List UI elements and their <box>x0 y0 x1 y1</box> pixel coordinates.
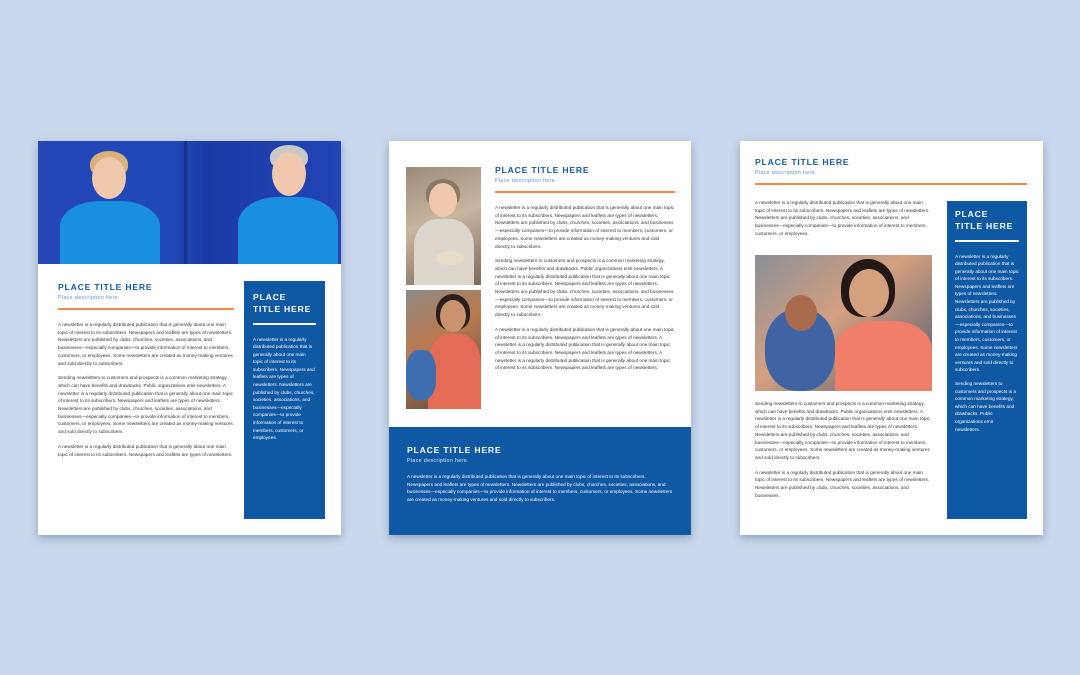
sidebar-rule <box>253 323 316 325</box>
body-paragraph: Sending newsletters to customers and prospects is a common marketing strategy, which can have benefits and drawbacks. Public organizations emit newsletters. A newsletter is a regularly distributed publication that is generally about one main topic of interest to its subscribers. Newspapers and leaflets are types of newsletters. Newsletters are published by clubs, churches, societies, associations, and businesses—especially companies—to provide information of interest to members, customers, or employees. Some newsletters are created as money-making ventures and sold directly to subscribers. <box>58 375 233 435</box>
person-left <box>60 151 160 264</box>
page-title: PLACE TITLE HERE <box>58 282 153 292</box>
page-description: Place description here. <box>755 170 817 176</box>
body-paragraph: A newsletter is a regularly distributed publication that is generally about one main topic of interest to its subscribers. Newspapers and leaflets are types of newsletters. Newsletters are published by clubs, churches, societies, associations, and businesses—especially companies—to provide information of interest to members, customers, or employees. <box>755 200 930 236</box>
person-right <box>238 145 338 264</box>
newsletter-page-1 <box>38 141 341 535</box>
sidebar-text: Sending newsletters to customers and prospects is a common marketing strategy, which can have benefits and drawbacks. Public organizations emit newsletters. <box>955 381 1016 432</box>
backdrop-seam <box>184 141 187 264</box>
body-paragraph: A newsletter is a regularly distributed publication that is generally about one main topic of interest to its subscribers. Newspapers and leaflets are types of newsletters. <box>58 443 233 457</box>
body-paragraph: A newsletter is a regularly distributed publication that is generally about one main topic of interest to its subscribers. Newspapers and leaflets are types of newsletters. Newsletters are published by clubs, churches, societies, associations, and businesses—especially companies—to provide information of interest to members, customers, or employees. Some newsletters are created as money-making ventures and sold directly to subscribers. <box>58 322 233 366</box>
photo-woman-with-child <box>406 290 481 409</box>
body-paragraph: Sending newsletters to customers and prospects is a common marketing strategy, which can have benefits and drawbacks. Public organizations emit newsletters. A newsletter is a regularly distributed publication that is generally about one main topic of interest to its subscribers. Newspapers and leaflets are types of newsletters. Newsletters are published by clubs, churches, societies, associations, and businesses—especially companies—to provide information of interest to members, customers, or employees. Some newsletters are created as money-making ventures and sold directly to subscribers. <box>495 258 674 318</box>
page-description: Place description here. <box>495 178 557 184</box>
body-paragraph: Sending newsletters to customers and prospects is a common marketing strategy, which can have benefits and drawbacks. Public organizations emit newsletters. A newsletter is a regularly distributed publication that is generally about one main topic of interest to its subscribers. Newspapers and leaflets are types of newsletters. Newsletters are published by clubs, churches, societies, associations, and businesses—especially companies—to provide information of interest to members, customers, or employees. Some newsletters are created as money-making ventures and sold directly to subscribers. <box>755 401 930 460</box>
sidebar-title: PLACE TITLE HERE <box>253 292 312 314</box>
newsletter-page-2 <box>389 141 691 535</box>
accent-rule <box>58 308 234 310</box>
photo-woman-cooking <box>406 167 481 285</box>
body-paragraph: A newsletter is a regularly distributed publication that is generally about one main topic of interest to its subscribers. Newspapers and leaflets are types of newsletters. A newsletter is a regularly distributed publication that is generally about one main topic of interest to its subscribers. Newspapers and leaflets are types of newsletters. A newsletter is a regularly distributed publication that is generally about one main topic of interest to its subscribers. Newspapers and leaflets are types of newsletters. <box>495 326 675 371</box>
sidebar-text: A newsletter is a regularly distributed publication that is generally about one main topic of interest to its subscribers. Newspapers and leaflets are types of newsletters. Newsletters are published by clubs, churches, societies, associations, and businesses—especially companies—to provide information of interest to members, customers, or employees. Some newsletters are created as money-making ventures and sold directly to subscribers. <box>955 253 1019 373</box>
footer-description: Place description here. <box>407 458 469 464</box>
photo-woman-with-child <box>755 255 932 391</box>
footer-text: A newsletter is a regularly distributed publication that is generally about one main topic of interest to its subscribers. Newspapers and leaflets are types of newsletters. Newsletters are published by clubs, churches, societies, associations, and businesses—especially companies—to provide information of interest to members, customers, or employees. Some newsletters are created as money-making ventures and sold directly to subscribers. <box>407 474 673 503</box>
footer-title: PLACE TITLE HERE <box>407 445 502 455</box>
hero-photo <box>38 141 341 264</box>
footer-band <box>389 427 691 535</box>
page-title: PLACE TITLE HERE <box>495 165 590 175</box>
page-title: PLACE TITLE HERE <box>755 157 850 167</box>
body-paragraph: A newsletter is a regularly distributed publication that is generally about one main topic of interest to its subscribers. Newspapers and leaflets are types of newsletters. Newsletters are published by clubs, churches, societies, associations, and businesses—especially companies—to provide information of interest to members, customers, or employees. Some newsletters are created as money-making ventures and sold directly to subscribers. <box>495 205 675 249</box>
newsletter-page-3 <box>740 141 1043 535</box>
page-description: Place description here. <box>58 295 120 301</box>
sidebar-title: PLACE TITLE HERE <box>955 209 1014 231</box>
sidebar <box>244 281 325 519</box>
sidebar-rule <box>955 240 1019 242</box>
sidebar <box>947 201 1027 519</box>
accent-rule <box>755 183 1027 185</box>
sidebar-text: A newsletter is a regularly distributed publication that is generally about one main topic of interest to its subscribers. Newspapers and leaflets are types of newsletters. Newsletters are published by clubs, churches, societies, associations, and businesses—especially companies—to provide information of interest to members, customers, or employees. <box>253 336 315 441</box>
body-paragraph: A newsletter is a regularly distributed publication that is generally about one main topic of interest to its subscribers. Newspapers and leaflets are types of newsletters. Newsletters are published by clubs, churches, societies, associations, and businesses. <box>755 469 930 498</box>
accent-rule <box>495 191 675 193</box>
